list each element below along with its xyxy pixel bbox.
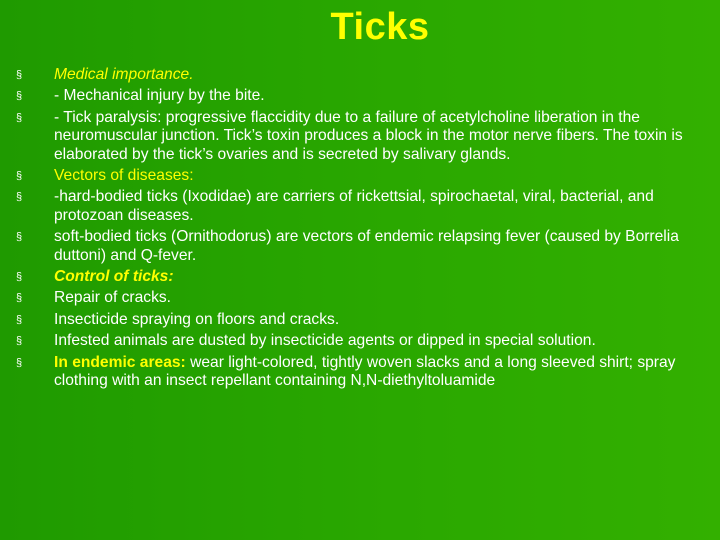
bullet-text-soft-bodied-ticks: soft-bodied ticks (Ornithodorus) are vectors of endemic relapsing fever (caused by Borrelia duttoni) and Q-fever. — [54, 228, 679, 264]
bullet-marker-icon: § — [16, 231, 23, 244]
bullet-item-infested-animals — [12, 332, 702, 350]
bullet-text-hard-bodied-ticks: -hard-bodied ticks (Ixodidae) are carriers of rickettsial, spirochaetal, viral, bacterial, and protozoan diseases. — [54, 188, 654, 224]
bullet-item-hard-bodied-ticks — [12, 188, 702, 225]
bullet-marker-icon: § — [16, 335, 23, 348]
bullet-item-insecticide-spraying — [12, 311, 702, 329]
bullet-item-control-of-ticks — [12, 268, 702, 286]
bullet-marker-icon: § — [16, 356, 23, 369]
bullet-item-soft-bodied-ticks — [12, 228, 702, 265]
bullet-item-tick-paralysis — [12, 109, 702, 164]
bullet-item-endemic-areas — [12, 354, 702, 391]
bullet-heading-control-of-ticks: Control of ticks: — [54, 268, 174, 286]
bullet-heading-medical-importance: Medical importance. — [54, 66, 194, 83]
bullet-marker-icon: § — [16, 90, 23, 103]
bullet-heading-endemic-areas: In endemic areas: — [54, 353, 186, 371]
bullet-heading-vectors-of-diseases: Vectors of diseases: — [54, 167, 194, 185]
bullet-text-tick-paralysis: - Tick paralysis: progressive flaccidity due to a failure of acetylcholine liberation in the neuromuscular junction. Tick’s toxin produces a block in the motor nerve fibers. The toxin is elaborated by the tick’s ovaries and is secreted by salivary glands. — [54, 108, 683, 163]
bullet-item-vectors-of-diseases — [12, 167, 702, 185]
slide-title: Ticks — [330, 6, 430, 48]
bullet-marker-icon: § — [16, 170, 23, 183]
bullet-text-mechanical-injury: - Mechanical injury by the bite. — [54, 87, 265, 105]
bullet-marker-icon: § — [16, 111, 23, 124]
bullet-marker-icon: § — [16, 292, 23, 305]
bullet-marker-icon: § — [16, 313, 23, 326]
bullet-marker-icon: § — [16, 191, 23, 204]
bullet-marker-icon: § — [16, 69, 23, 81]
bullet-text-infested-animals: Infested animals are dusted by insecticide agents or dipped in special solution. — [54, 332, 596, 350]
bullet-marker-icon: § — [16, 271, 23, 284]
bullet-item-mechanical-injury — [12, 87, 702, 105]
bullet-item-medical-importance — [12, 66, 702, 84]
bullet-text-insecticide-spraying: Insecticide spraying on floors and cracks. — [54, 310, 340, 328]
bullet-text-endemic-areas: wear light-colored, tightly woven slacks and a long sleeved shirt; spray clothing with an insect repellant containing N,N-diethyltoluamide — [54, 353, 676, 390]
bullet-text-repair-of-cracks: Repair of cracks. — [54, 289, 171, 307]
bullet-item-repair-of-cracks — [12, 289, 702, 307]
bullet-list — [12, 66, 702, 394]
